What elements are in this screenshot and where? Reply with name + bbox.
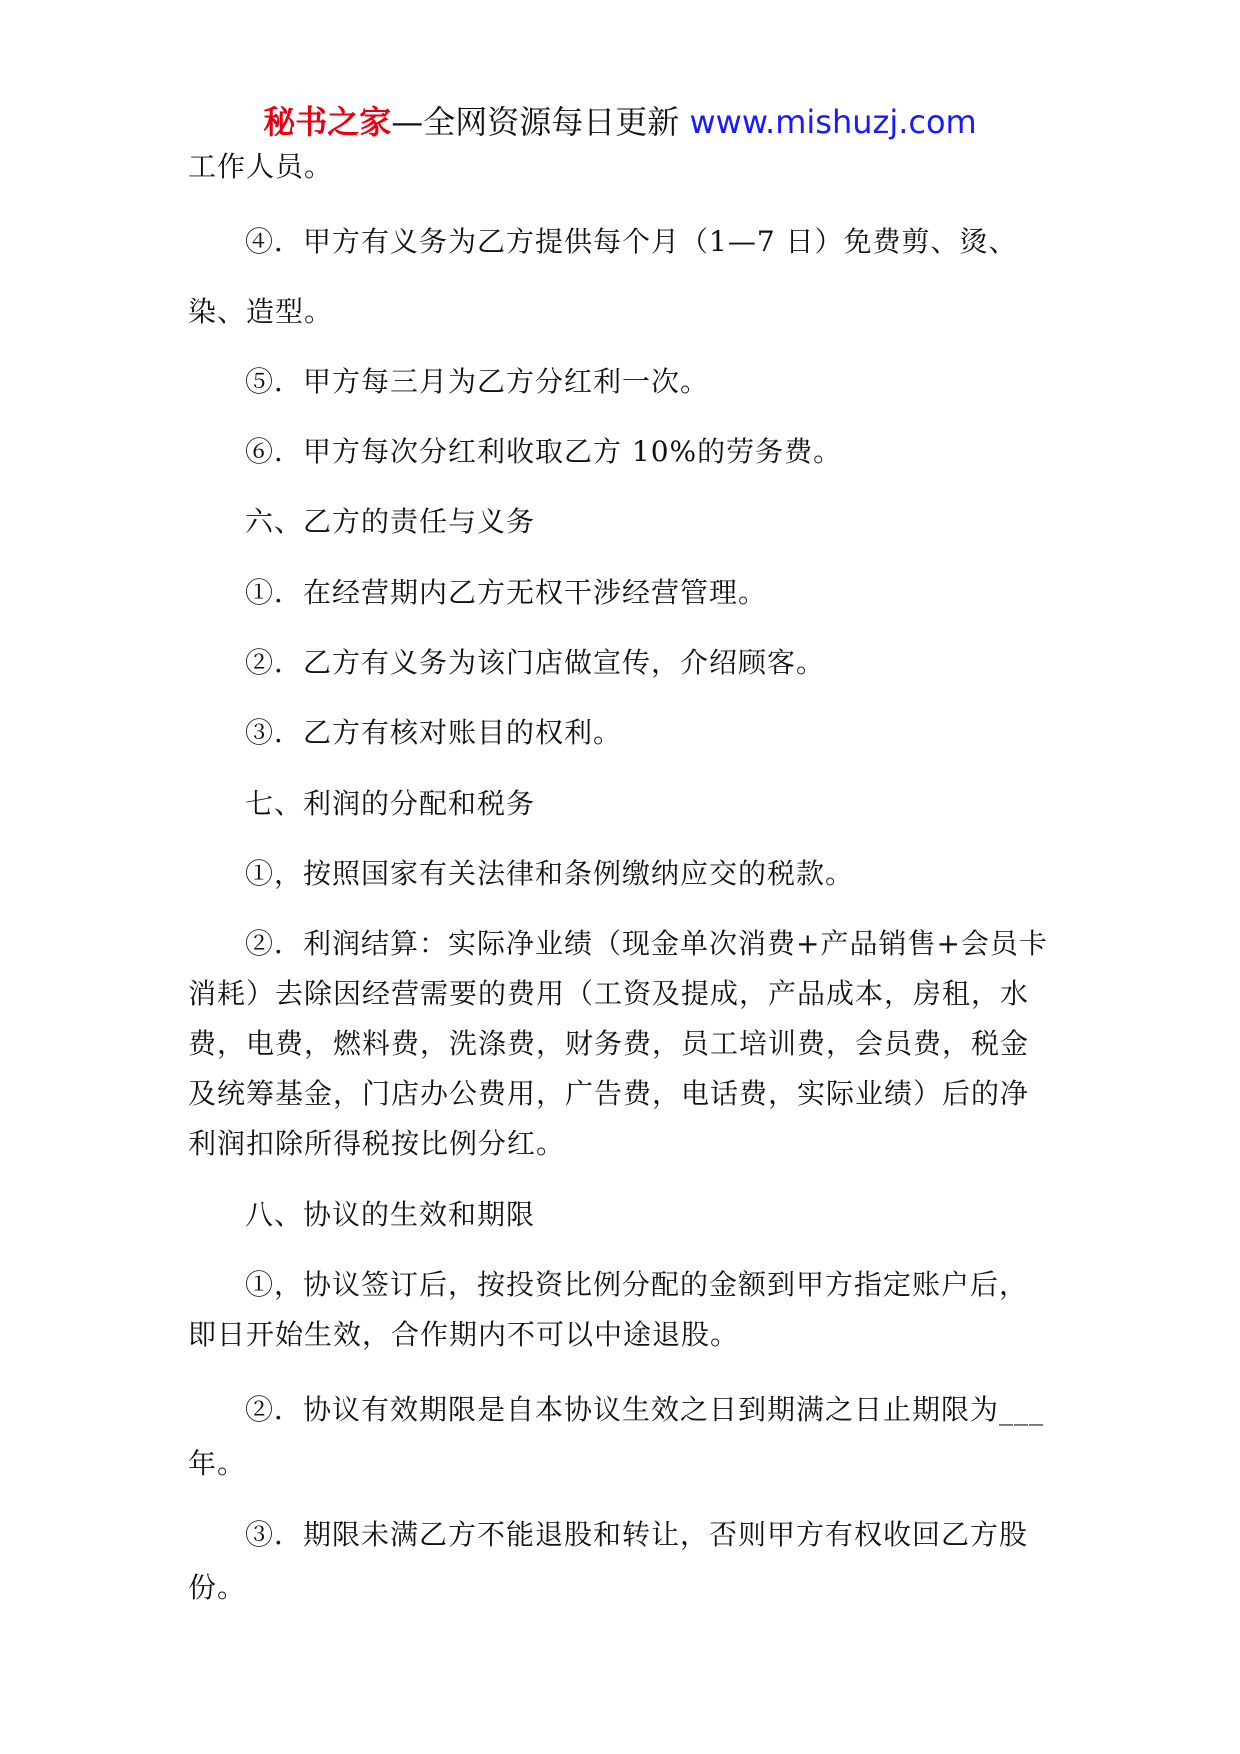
- paragraph-line: ①．在经营期内乙方无权干涉经营管理。: [245, 576, 768, 609]
- paragraph-line: 染、造型。: [188, 295, 334, 328]
- paragraph-line: 利润扣除所得税按比例分红。: [188, 1127, 566, 1160]
- paragraph-line: ⑤．甲方每三月为乙方分红利一次。: [245, 365, 710, 398]
- paragraph-line: 及统筹基金，门店办公费用，广告费，电话费，实际业绩）后的净: [188, 1077, 1030, 1110]
- paragraph-line: 份。: [188, 1571, 247, 1604]
- paragraph-line: 年。: [188, 1447, 247, 1480]
- site-brand: 秘书之家: [263, 103, 392, 141]
- paragraph-line: ①，按照国家有关法律和条例缴纳应交的税款。: [245, 857, 855, 890]
- paragraph-line: ④．甲方有义务为乙方提供每个月（1—7 日）免费剪、烫、: [245, 225, 1018, 258]
- paragraph-line: ③．期限未满乙方不能退股和转让，否则甲方有权收回乙方股: [245, 1518, 1029, 1551]
- paragraph-line: 费，电费，燃料费，洗涤费，财务费，员工培训费，会员费，税金: [188, 1027, 1030, 1060]
- paragraph-line: 即日开始生效，合作期内不可以中途退股。: [188, 1318, 740, 1351]
- paragraph-line: ①，协议签订后，按投资比例分配的金额到甲方指定账户后，: [245, 1268, 1029, 1301]
- paragraph-line: 消耗）去除因经营需要的费用（工资及提成，产品成本，房租，水: [188, 977, 1030, 1010]
- site-url-link[interactable]: www.mishuzj.com: [689, 103, 977, 141]
- section-heading: 七、利润的分配和税务: [245, 787, 536, 820]
- paragraph-line: ②．协议有效期限是自本协议生效之日到期满之日止期限为___: [245, 1393, 1045, 1426]
- site-slogan: —全网资源每日更新: [391, 103, 680, 141]
- paragraph-line: 工作人员。: [188, 150, 334, 183]
- paragraph-line: ②．利润结算：实际净业绩（现金单次消费+产品销售+会员卡: [245, 927, 1048, 960]
- paragraph-line: ②．乙方有义务为该门店做宣传，介绍顾客。: [245, 646, 826, 679]
- paragraph-line: ③．乙方有核对账目的权利。: [245, 716, 623, 749]
- section-heading: 六、乙方的责任与义务: [245, 505, 536, 538]
- paragraph-line: ⑥．甲方每次分红利收取乙方 10%的劳务费。: [245, 435, 843, 468]
- section-heading: 八、协议的生效和期限: [245, 1198, 536, 1231]
